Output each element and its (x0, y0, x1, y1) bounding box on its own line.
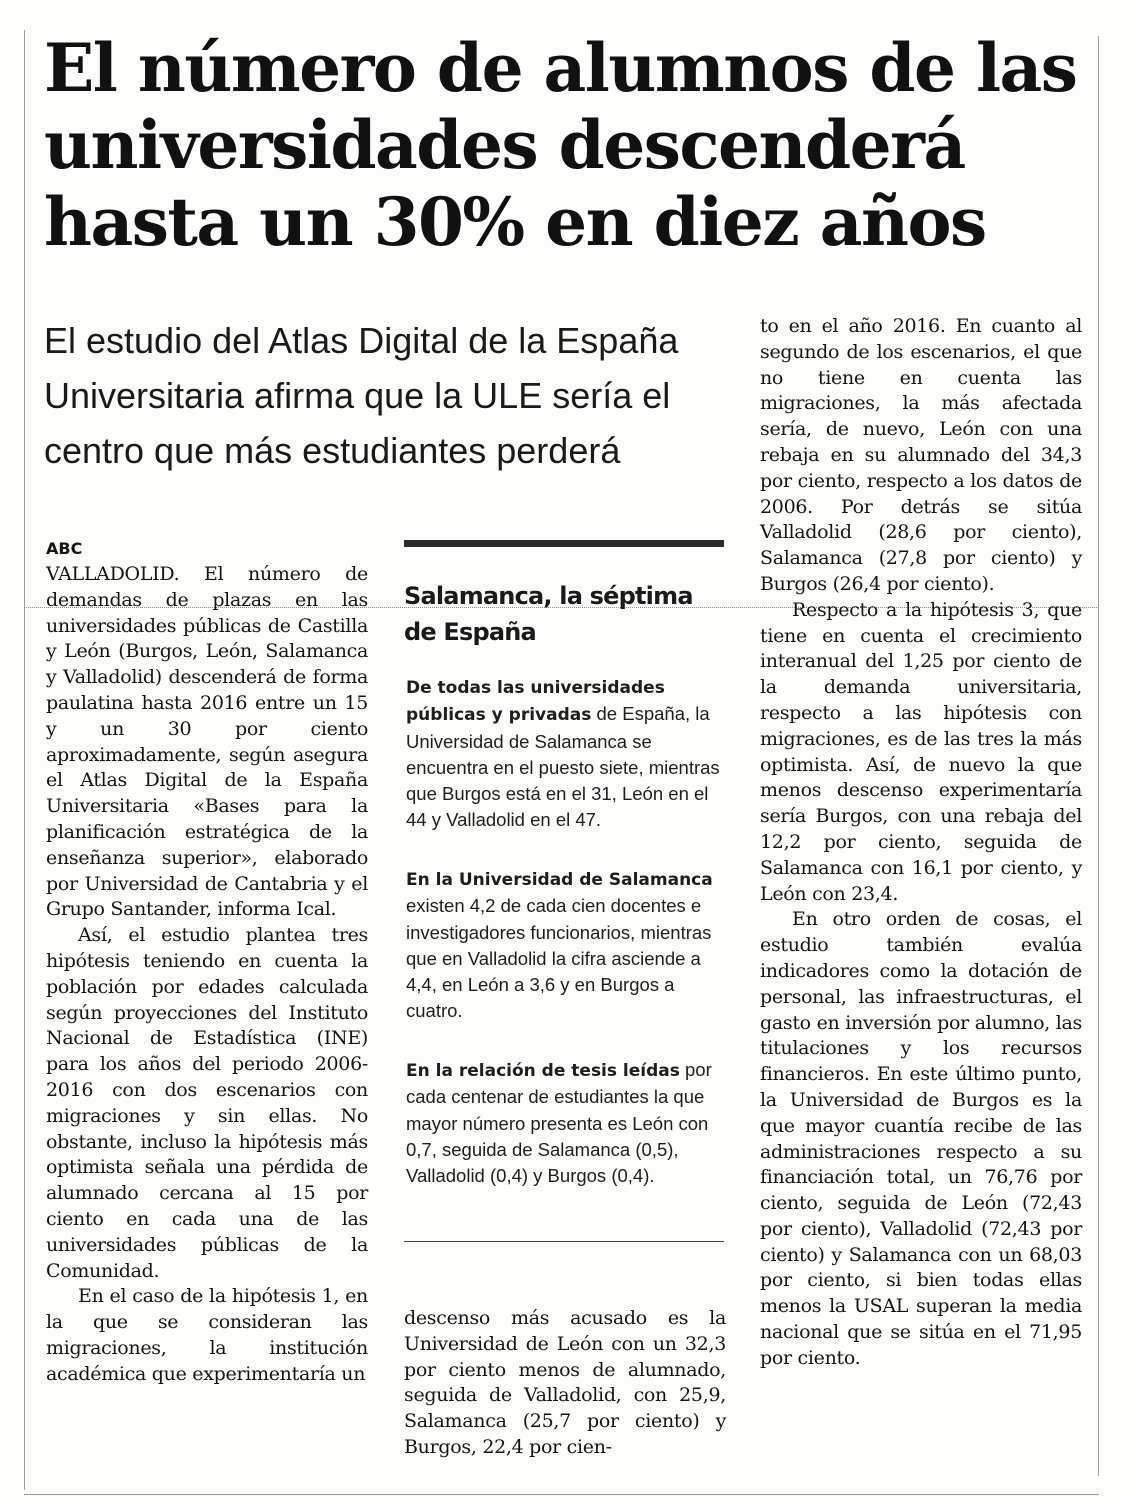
article-paragraph: Así, el estudio plantea tres hipótesis teniendo en cuenta la población por edades calculada según proyecciones del Instituto Nacional de Estadística (INE) para los años del periodo 2006-2016 con dos escenarios con migraciones y sin ellas. No obstante, incluso la hipótesis más optimista señala una pérdida de alumnado cercana al 15 por ciento en cada una de las universidades públicas de la Comunidad. (46, 924, 368, 1282)
sidebar-item-text: por cada centenar de estudiantes la que mayor número presenta es León con 0,7, seguida de Salamanca (0,5), Valladolid (0,4) y Burgos (0,4). (406, 1059, 712, 1187)
article-paragraph: VALLADOLID. El número de demandas de plazas en las universidades públicas de Castilla y León (Burgos, León, Salamanca y Valladolid) descenderá de forma paulatina hasta 2016 entre un 15 y un 30 por ciento aproximadamente, según asegura el Atlas Digital de la España Universitaria «Bases para la planificación estratégica de la enseñanza superior», elaborado por Universidad de Cantabria y el Grupo Santander, informa Ical. (46, 563, 368, 921)
sidebar-item-text: de España, la Universidad de Salamanca se encuentra en el puesto siete, mientras que Burgos está en el 31, León en el 44 y Valladolid en el 47. (406, 703, 720, 831)
subheadline: El estudio del Atlas Digital de la España Universitaria afirma que la ULE sería el centro que más estudiantes perderá (44, 320, 679, 471)
left-border-line (24, 30, 25, 1490)
sidebar-item-text: existen 4,2 de cada cien docentes e investigadores funcionarios, mientras que en Valladolid la cifra asciende a 4,4, en León a 3,6 y en Burgos a cuatro. (406, 895, 712, 1022)
sidebar-item-lead: De todas las universidades públicas y privadas (406, 678, 665, 726)
article-paragraph: En otro orden de cosas, el estudio también evalúa indicadores como la dotación de personal, las infraestructuras, el gasto en inversión por alumno, las titulaciones y los recursos financieros. En este último punto, la Universidad de Burgos es la que mayor cuantía recibe de las administraciones respecto a su financiación total, un 76,76 por ciento, seguida de León (72,43 por ciento), Valladolid (72,43 por ciento) y Salamanca con un 68,03 por ciento, si bien todas ellas menos la USAL superan la media nacional que se sitúa en el 71,95 por ciento. (760, 908, 1082, 1369)
sidebar-item (406, 674, 726, 834)
sidebar-item (406, 1057, 726, 1189)
article-paragraph: to en el año 2016. En cuanto al segundo de los escenarios, el que no tiene en cuenta las migraciones, la más afectada sería, de nuevo, León con una rebaja en su alumnado del 34,3 por ciento, respecto a los datos de 2006. Por detrás se sitúa Valladolid (28,6 por ciento), Salamanca (27,8 por ciento) y Burgos (26,4 por ciento). (760, 315, 1082, 595)
sidebar-top-rule (404, 540, 724, 547)
article-paragraph: En el caso de la hipótesis 1, en la que se consideran las migraciones, la institución académica que experimentaría un (46, 1285, 368, 1385)
sidebar-title: Salamanca, la séptima de España (404, 582, 693, 646)
article-column-2 (404, 1306, 726, 1461)
right-border-line (1098, 36, 1099, 1476)
article-paragraph: descenso más acusado es la Universidad de León con un 32,3 por ciento menos de alumnado, seguida de Valladolid, con 25,9, Salamanca (25,7 por ciento) y Burgos, 22,4 por cien- (404, 1307, 726, 1458)
byline: ABC (46, 539, 83, 558)
article-column-1 (46, 562, 368, 1388)
headline: El número de alumnos de las universidades descenderá hasta un 30% en diez años (44, 29, 1077, 261)
article-column-3 (760, 314, 1082, 1372)
article-paragraph: Respecto a la hipótesis 3, que tiene en cuenta el crecimiento interanual del 1,25 por ciento de la demanda universitaria, respecto a las hipótesis con migraciones, es de las tres la más optimista. Así, de nuevo la que menos descenso experimentaría sería Burgos, con una rebaja del 12,2 por ciento, seguida de Salamanca con 16,1 por ciento, y León con 23,4. (760, 598, 1082, 905)
sidebar-item-lead: En la Universidad de Salamanca (406, 870, 713, 890)
sidebar-bottom-rule (404, 1241, 724, 1242)
bottom-border-line (24, 1494, 1099, 1495)
sidebar-item-lead: En la relación de tesis leídas (406, 1061, 680, 1081)
sidebar-item (406, 866, 726, 1025)
